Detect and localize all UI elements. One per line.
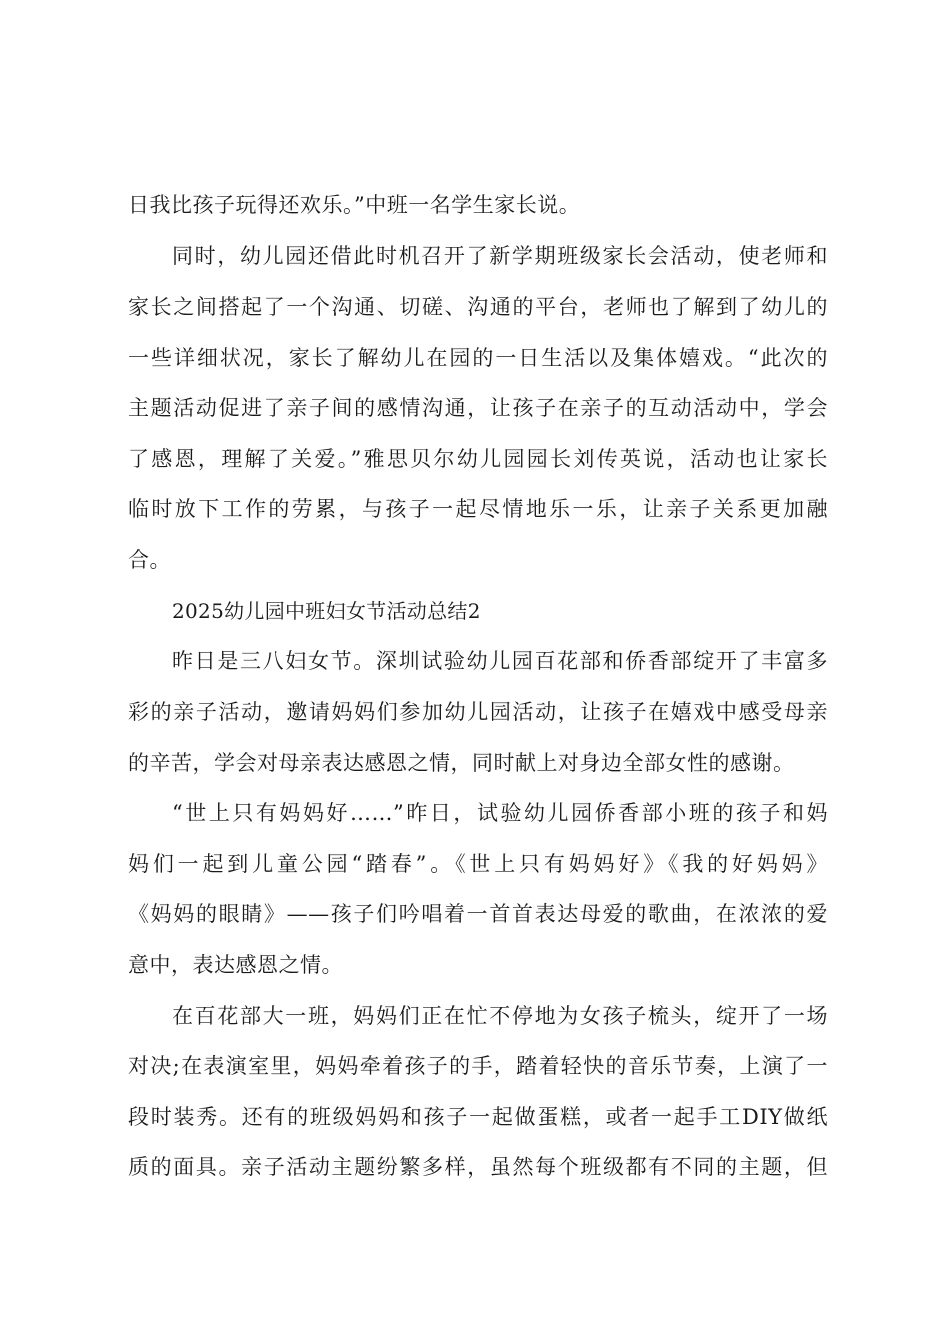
- section-heading: 2025幼儿园中班妇女节活动总结2: [172, 599, 481, 623]
- text-line: 彩的亲子活动，邀请妈妈们参加幼儿园活动，让孩子在嬉戏中感受母亲: [128, 700, 828, 724]
- text-line: 质的面具。亲子活动主题纷繁多样，虽然每个班级都有不同的主题，但: [128, 1155, 828, 1179]
- text-line: 昨日是三八妇女节。深圳试验幼儿园百花部和侨香部绽开了丰富多: [172, 649, 828, 673]
- text-line: 妈们一起到儿童公园“踏春”。《世上只有妈妈好》《我的好妈妈》: [128, 852, 828, 876]
- text-line: 日我比孩子玩得还欢乐。”中班一名学生家长说。: [128, 193, 581, 217]
- text-line: 临时放下工作的劳累，与孩子一起尽情地乐一乐，让亲子关系更加融: [128, 497, 828, 521]
- text-line: 合。: [128, 548, 171, 572]
- text-line: 对决;在表演室里，妈妈牵着孩子的手，踏着轻快的音乐节奏，上演了一: [128, 1054, 828, 1078]
- text-line: 家长之间搭起了一个沟通、切磋、沟通的平台，老师也了解到了幼儿的: [128, 295, 828, 319]
- text-line: 意中，表达感恩之情。: [128, 953, 343, 977]
- text-line: 了感恩，理解了关爱。”雅思贝尔幼儿园园长刘传英说，活动也让家长: [128, 447, 828, 471]
- text-line: 同时，幼儿园还借此时机召开了新学期班级家长会活动，使老师和: [172, 244, 828, 268]
- text-line: 《妈妈的眼睛》——孩子们吟唱着一首首表达母爱的歌曲，在浓浓的爱: [128, 902, 828, 926]
- text-line: “世上只有妈妈好……”昨日，试验幼儿园侨香部小班的孩子和妈: [172, 801, 828, 825]
- text-line: 一些详细状况，家长了解幼儿在园的一日生活以及集体嬉戏。“此次的: [128, 346, 828, 370]
- text-line: 在百花部大一班，妈妈们正在忙不停地为女孩子梳头，绽开了一场: [172, 1004, 828, 1028]
- text-line: 段时装秀。还有的班级妈妈和孩子一起做蛋糕，或者一起手工DIY做纸: [128, 1105, 828, 1129]
- text-line: 主题活动促进了亲子间的感情沟通，让孩子在亲子的互动活动中，学会: [128, 396, 828, 420]
- text-line: 的辛苦，学会对母亲表达感恩之情，同时献上对身边全部女性的感谢。: [128, 751, 795, 775]
